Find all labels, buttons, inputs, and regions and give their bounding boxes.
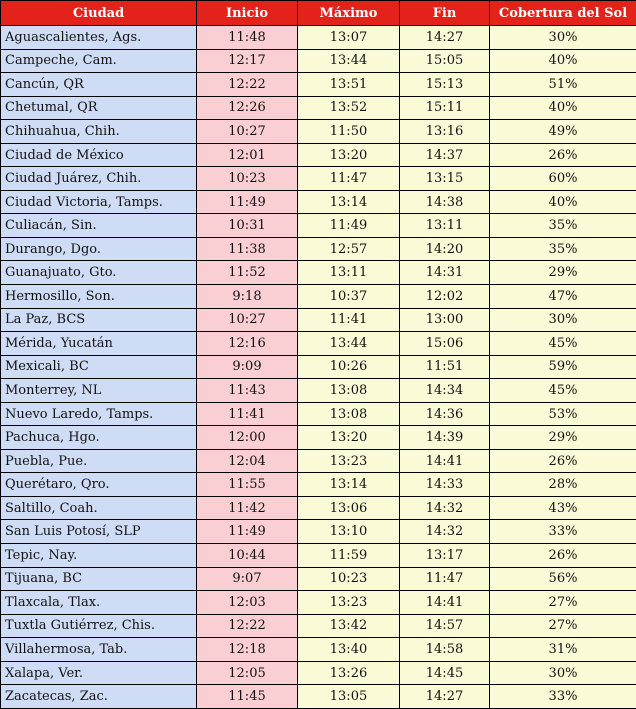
- cell-start: 12:01: [197, 143, 298, 167]
- table-row: [1, 96, 636, 120]
- cell-end: 15:13: [400, 73, 490, 97]
- table-row: [1, 449, 636, 473]
- cell-start: 12:18: [197, 638, 298, 662]
- cell-city: Pachuca, Hgo.: [1, 426, 197, 450]
- table-row: [1, 49, 636, 73]
- cell-coverage: 60%: [490, 167, 636, 191]
- cell-end: 14:34: [400, 379, 490, 403]
- cell-start: 11:55: [197, 473, 298, 497]
- cell-max: 13:44: [298, 49, 400, 73]
- cell-max: 13:42: [298, 614, 400, 638]
- cell-coverage: 29%: [490, 426, 636, 450]
- cell-max: 11:41: [298, 308, 400, 332]
- cell-city: Mexicali, BC: [1, 355, 197, 379]
- cell-end: 15:05: [400, 49, 490, 73]
- cell-city: Zacatecas, Zac.: [1, 685, 197, 709]
- cell-city: Mérida, Yucatán: [1, 332, 197, 356]
- cell-max: 13:08: [298, 379, 400, 403]
- cell-max: 10:37: [298, 285, 400, 309]
- cell-end: 12:02: [400, 285, 490, 309]
- cell-city: Saltillo, Coah.: [1, 496, 197, 520]
- table-row: [1, 591, 636, 615]
- cell-coverage: 30%: [490, 26, 636, 50]
- table-row: [1, 167, 636, 191]
- cell-start: 12:17: [197, 49, 298, 73]
- cell-end: 11:47: [400, 567, 490, 591]
- table-row: [1, 214, 636, 238]
- cell-coverage: 30%: [490, 308, 636, 332]
- cell-start: 10:23: [197, 167, 298, 191]
- cell-end: 14:41: [400, 449, 490, 473]
- table-row: [1, 308, 636, 332]
- header-start: Inicio: [197, 1, 298, 26]
- cell-end: 15:11: [400, 96, 490, 120]
- header-coverage: Cobertura del Sol: [490, 1, 636, 26]
- cell-coverage: 27%: [490, 614, 636, 638]
- cell-max: 12:57: [298, 237, 400, 261]
- cell-start: 12:03: [197, 591, 298, 615]
- cell-max: 13:20: [298, 426, 400, 450]
- cell-start: 11:45: [197, 685, 298, 709]
- table-body: [1, 26, 636, 709]
- cell-coverage: 53%: [490, 402, 636, 426]
- cell-max: 13:11: [298, 261, 400, 285]
- cell-city: San Luis Potosí, SLP: [1, 520, 197, 544]
- cell-city: Campeche, Cam.: [1, 49, 197, 73]
- cell-coverage: 35%: [490, 237, 636, 261]
- table-row: [1, 285, 636, 309]
- cell-start: 9:07: [197, 567, 298, 591]
- cell-end: 15:06: [400, 332, 490, 356]
- table-row: [1, 685, 636, 709]
- table-row: [1, 426, 636, 450]
- cell-end: 14:37: [400, 143, 490, 167]
- cell-coverage: 35%: [490, 214, 636, 238]
- cell-end: 14:36: [400, 402, 490, 426]
- cell-coverage: 49%: [490, 120, 636, 144]
- cell-end: 14:57: [400, 614, 490, 638]
- cell-max: 13:14: [298, 473, 400, 497]
- cell-max: 13:06: [298, 496, 400, 520]
- cell-end: 13:16: [400, 120, 490, 144]
- cell-city: Xalapa, Ver.: [1, 661, 197, 685]
- table-row: [1, 73, 636, 97]
- table-row: [1, 496, 636, 520]
- cell-max: 11:49: [298, 214, 400, 238]
- cell-start: 12:16: [197, 332, 298, 356]
- cell-end: 13:00: [400, 308, 490, 332]
- cell-city: Ciudad Juárez, Chih.: [1, 167, 197, 191]
- cell-max: 13:52: [298, 96, 400, 120]
- table-row: [1, 120, 636, 144]
- cell-city: La Paz, BCS: [1, 308, 197, 332]
- cell-start: 10:27: [197, 120, 298, 144]
- cell-max: 11:50: [298, 120, 400, 144]
- cell-end: 14:38: [400, 190, 490, 214]
- cell-coverage: 33%: [490, 520, 636, 544]
- table-row: [1, 473, 636, 497]
- cell-coverage: 56%: [490, 567, 636, 591]
- table-row: [1, 379, 636, 403]
- cell-coverage: 26%: [490, 544, 636, 568]
- table-row: [1, 544, 636, 568]
- table-row: [1, 638, 636, 662]
- cell-end: 14:32: [400, 520, 490, 544]
- cell-start: 11:38: [197, 237, 298, 261]
- cell-city: Nuevo Laredo, Tamps.: [1, 402, 197, 426]
- cell-city: Ciudad de México: [1, 143, 197, 167]
- cell-start: 11:52: [197, 261, 298, 285]
- table-header: [1, 1, 636, 26]
- cell-max: 13:05: [298, 685, 400, 709]
- cell-max: 10:23: [298, 567, 400, 591]
- cell-city: Tlaxcala, Tlax.: [1, 591, 197, 615]
- cell-start: 11:49: [197, 520, 298, 544]
- cell-start: 11:49: [197, 190, 298, 214]
- cell-coverage: 43%: [490, 496, 636, 520]
- table-row: [1, 614, 636, 638]
- cell-start: 9:09: [197, 355, 298, 379]
- cell-city: Chetumal, QR: [1, 96, 197, 120]
- cell-max: 13:51: [298, 73, 400, 97]
- table-row: [1, 661, 636, 685]
- cell-city: Querétaro, Qro.: [1, 473, 197, 497]
- cell-end: 14:27: [400, 26, 490, 50]
- header-end: Fin: [400, 1, 490, 26]
- cell-city: Tepic, Nay.: [1, 544, 197, 568]
- cell-max: 13:40: [298, 638, 400, 662]
- cell-coverage: 45%: [490, 379, 636, 403]
- header-row: [1, 1, 636, 26]
- cell-coverage: 47%: [490, 285, 636, 309]
- cell-end: 13:17: [400, 544, 490, 568]
- cell-start: 12:05: [197, 661, 298, 685]
- table-row: [1, 332, 636, 356]
- cell-city: Puebla, Pue.: [1, 449, 197, 473]
- table-row: [1, 237, 636, 261]
- cell-coverage: 26%: [490, 143, 636, 167]
- cell-start: 12:04: [197, 449, 298, 473]
- cell-coverage: 33%: [490, 685, 636, 709]
- cell-coverage: 30%: [490, 661, 636, 685]
- table-row: [1, 402, 636, 426]
- cell-city: Guanajuato, Gto.: [1, 261, 197, 285]
- cell-coverage: 28%: [490, 473, 636, 497]
- cell-city: Monterrey, NL: [1, 379, 197, 403]
- cell-max: 13:14: [298, 190, 400, 214]
- cell-start: 9:18: [197, 285, 298, 309]
- cell-end: 14:20: [400, 237, 490, 261]
- table-row: [1, 190, 636, 214]
- cell-max: 13:23: [298, 591, 400, 615]
- cell-start: 10:31: [197, 214, 298, 238]
- cell-coverage: 40%: [490, 49, 636, 73]
- table-row: [1, 26, 636, 50]
- cell-coverage: 45%: [490, 332, 636, 356]
- cell-end: 11:51: [400, 355, 490, 379]
- cell-end: 14:45: [400, 661, 490, 685]
- cell-max: 13:44: [298, 332, 400, 356]
- cell-end: 14:39: [400, 426, 490, 450]
- cell-coverage: 31%: [490, 638, 636, 662]
- cell-max: 13:07: [298, 26, 400, 50]
- cell-end: 14:27: [400, 685, 490, 709]
- header-max: Máximo: [298, 1, 400, 26]
- cell-start: 11:41: [197, 402, 298, 426]
- cell-end: 14:58: [400, 638, 490, 662]
- cell-city: Durango, Dgo.: [1, 237, 197, 261]
- cell-end: 14:31: [400, 261, 490, 285]
- cell-city: Villahermosa, Tab.: [1, 638, 197, 662]
- cell-start: 11:48: [197, 26, 298, 50]
- cell-city: Chihuahua, Chih.: [1, 120, 197, 144]
- cell-end: 14:41: [400, 591, 490, 615]
- cell-max: 13:20: [298, 143, 400, 167]
- cell-coverage: 59%: [490, 355, 636, 379]
- cell-city: Tijuana, BC: [1, 567, 197, 591]
- cell-coverage: 40%: [490, 96, 636, 120]
- cell-start: 11:43: [197, 379, 298, 403]
- table-row: [1, 261, 636, 285]
- cell-start: 12:00: [197, 426, 298, 450]
- cell-coverage: 51%: [490, 73, 636, 97]
- cell-start: 10:27: [197, 308, 298, 332]
- table-row: [1, 143, 636, 167]
- table-row: [1, 520, 636, 544]
- cell-max: 13:08: [298, 402, 400, 426]
- table-row: [1, 567, 636, 591]
- cell-coverage: 40%: [490, 190, 636, 214]
- cell-end: 14:32: [400, 496, 490, 520]
- cell-end: 13:11: [400, 214, 490, 238]
- cell-city: Ciudad Victoria, Tamps.: [1, 190, 197, 214]
- table-row: [1, 355, 636, 379]
- cell-city: Cancún, QR: [1, 73, 197, 97]
- cell-max: 11:59: [298, 544, 400, 568]
- cell-start: 12:22: [197, 614, 298, 638]
- cell-end: 13:15: [400, 167, 490, 191]
- header-city: Ciudad: [1, 1, 197, 26]
- cell-start: 11:42: [197, 496, 298, 520]
- cell-max: 13:26: [298, 661, 400, 685]
- cell-max: 13:10: [298, 520, 400, 544]
- cell-coverage: 29%: [490, 261, 636, 285]
- cell-city: Aguascalientes, Ags.: [1, 26, 197, 50]
- cell-start: 10:44: [197, 544, 298, 568]
- cell-max: 11:47: [298, 167, 400, 191]
- cell-max: 10:26: [298, 355, 400, 379]
- cell-start: 12:22: [197, 73, 298, 97]
- cell-start: 12:26: [197, 96, 298, 120]
- cell-coverage: 27%: [490, 591, 636, 615]
- cell-city: Tuxtla Gutiérrez, Chis.: [1, 614, 197, 638]
- cell-city: Culiacán, Sin.: [1, 214, 197, 238]
- cell-city: Hermosillo, Son.: [1, 285, 197, 309]
- cell-end: 14:33: [400, 473, 490, 497]
- cell-coverage: 26%: [490, 449, 636, 473]
- cell-max: 13:23: [298, 449, 400, 473]
